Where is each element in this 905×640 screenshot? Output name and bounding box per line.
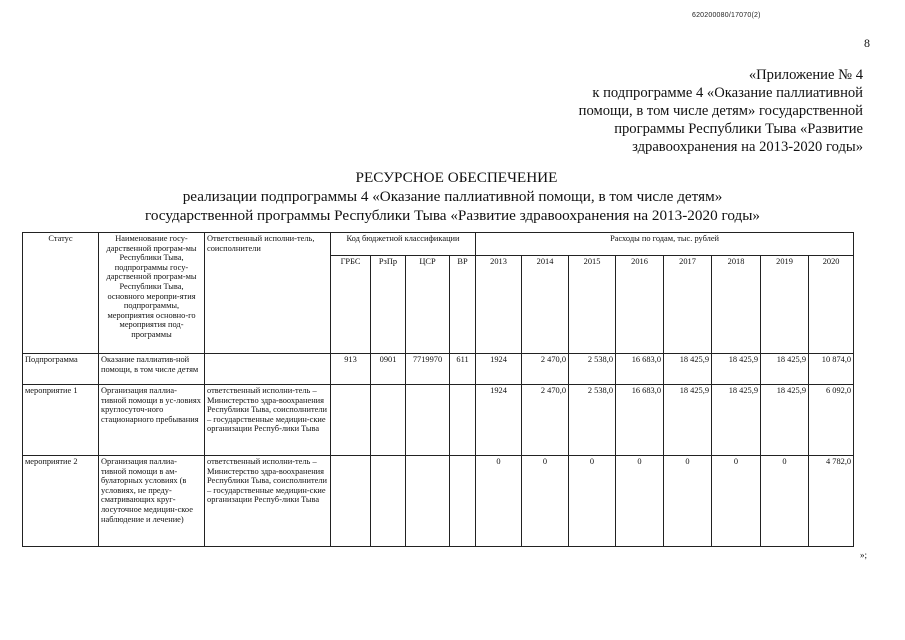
table-row xyxy=(23,354,854,385)
table-row xyxy=(23,385,854,456)
header-status: Статус xyxy=(23,233,99,354)
header-year-2016: 2016 xyxy=(616,256,664,354)
row-rzpr xyxy=(371,385,406,456)
title-line-1: РЕСУРСНОЕ ОБЕСПЕЧЕНИЕ xyxy=(355,169,558,186)
document-title xyxy=(0,168,905,225)
header-year-2014: 2014 xyxy=(522,256,569,354)
row-grbs xyxy=(331,385,371,456)
row-value-2020: 10 874,0 xyxy=(809,354,854,385)
row-value-2013: 1924 xyxy=(476,354,522,385)
row-value-2014: 2 470,0 xyxy=(522,354,569,385)
header-year-2017: 2017 xyxy=(664,256,712,354)
row-status: Подпрограмма xyxy=(23,354,99,385)
header-year-2018: 2018 xyxy=(712,256,761,354)
row-vr xyxy=(450,385,476,456)
row-name: Организация паллиа-тивной помощи в ам-булаторных условиях (в условиях, не преду-сматривающих круг-лосуточное медицин-ское наблюдение и лечение) xyxy=(99,456,205,547)
row-rzpr xyxy=(371,456,406,547)
appendix-line: помощи, в том числе детям» государственной xyxy=(578,103,863,119)
row-status: мероприятие 2 xyxy=(23,456,99,547)
row-grbs xyxy=(331,456,371,547)
row-value-2016: 16 683,0 xyxy=(616,354,664,385)
row-value-2017: 18 425,9 xyxy=(664,385,712,456)
row-value-2020: 6 092,0 xyxy=(809,385,854,456)
header-budget-code: Код бюджетной классификации xyxy=(331,233,476,256)
header-year-2015: 2015 xyxy=(569,256,616,354)
header-year-2013: 2013 xyxy=(476,256,522,354)
row-value-2018: 18 425,9 xyxy=(712,385,761,456)
appendix-line: программы Республики Тыва «Развитие xyxy=(614,121,863,137)
row-responsible: ответственный исполни-тель – Министерство здра-воохранения Республики Тыва, соисполнители – государственные медицин-ские организации Респуб-лики Тыва xyxy=(205,456,331,547)
header-grbs: ГРБС xyxy=(331,256,371,354)
row-name: Оказание паллиатив-ной помощи, в том числе детям xyxy=(99,354,205,385)
row-value-2016: 0 xyxy=(616,456,664,547)
resource-table xyxy=(22,232,854,547)
row-grbs: 913 xyxy=(331,354,371,385)
row-value-2016: 16 683,0 xyxy=(616,385,664,456)
row-vr: 611 xyxy=(450,354,476,385)
closing-quote-mark: »; xyxy=(860,550,868,560)
row-status: мероприятие 1 xyxy=(23,385,99,456)
row-value-2020: 4 782,0 xyxy=(809,456,854,547)
header-csr: ЦСР xyxy=(406,256,450,354)
appendix-line: «Приложение № 4 xyxy=(748,67,863,83)
row-value-2014: 0 xyxy=(522,456,569,547)
table-row xyxy=(23,456,854,547)
row-value-2015: 2 538,0 xyxy=(569,385,616,456)
row-csr: 7719970 xyxy=(406,354,450,385)
row-csr xyxy=(406,385,450,456)
row-name: Организация паллиа-тивной помощи в ус-ловиях круглосуточ-ного стационарного пребывания xyxy=(99,385,205,456)
row-responsible: ответственный исполни-тель – Министерство здра-воохранения Республики Тыва, соисполнители – государственные медицин-ские организации Респуб-лики Тыва xyxy=(205,385,331,456)
appendix-note xyxy=(533,66,863,156)
appendix-line: здравоохранения на 2013-2020 годы» xyxy=(632,139,863,155)
title-line-2: реализации подпрограммы 4 «Оказание паллиативной помощи, в том числе детям» xyxy=(182,188,723,205)
header-year-2019: 2019 xyxy=(761,256,809,354)
row-value-2017: 18 425,9 xyxy=(664,354,712,385)
row-value-2019: 0 xyxy=(761,456,809,547)
row-value-2013: 0 xyxy=(476,456,522,547)
row-csr xyxy=(406,456,450,547)
appendix-line: к подпрограмме 4 «Оказание паллиативной xyxy=(592,85,863,101)
row-rzpr: 0901 xyxy=(371,354,406,385)
header-expenses: Расходы по годам, тыс. рублей xyxy=(476,233,854,256)
title-line-3: государственной программы Республики Тыва «Развитие здравоохранения на 2013-2020 годы» xyxy=(144,207,761,224)
header-name: Наименование госу-дарственной програм-мы Республики Тыва, подпрограммы госу-дарственной програм-мы Республики Тыва, основного меропри-ятия подпрограммы, мероприятия основно-го мероприятия под-программы xyxy=(99,233,205,354)
row-value-2018: 0 xyxy=(712,456,761,547)
header-vr: ВР xyxy=(450,256,476,354)
header-responsible: Ответственный исполни-тель, соисполнители xyxy=(205,233,331,354)
row-vr xyxy=(450,456,476,547)
header-year-2020: 2020 xyxy=(809,256,854,354)
page-number: 8 xyxy=(864,36,870,50)
row-value-2018: 18 425,9 xyxy=(712,354,761,385)
row-value-2014: 2 470,0 xyxy=(522,385,569,456)
row-value-2019: 18 425,9 xyxy=(761,385,809,456)
row-value-2017: 0 xyxy=(664,456,712,547)
header-rzpr: РзПр xyxy=(371,256,406,354)
row-value-2015: 0 xyxy=(569,456,616,547)
row-value-2019: 18 425,9 xyxy=(761,354,809,385)
row-value-2013: 1924 xyxy=(476,385,522,456)
document-code: 620200080/17070(2) xyxy=(692,12,761,19)
row-value-2015: 2 538,0 xyxy=(569,354,616,385)
row-responsible xyxy=(205,354,331,385)
